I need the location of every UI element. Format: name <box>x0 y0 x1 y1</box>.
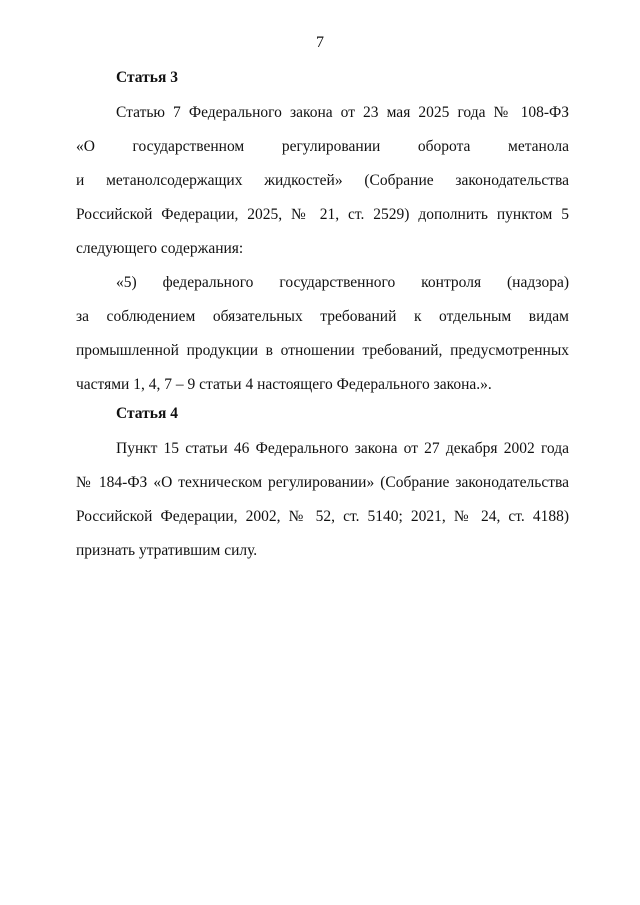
text-line: частями 1, 4, 7 – 9 статьи 4 настоящего Федерального закона.». <box>76 376 492 393</box>
article-3-paragraph-1 <box>76 102 569 272</box>
text-line: промышленной продукции в отношении требований, предусмотренных <box>76 342 569 359</box>
article-3-heading: Статья 3 <box>116 69 178 86</box>
page-number: 7 <box>316 34 324 51</box>
article-3-paragraph-2 <box>76 272 569 408</box>
text-line: следующего содержания: <box>76 240 244 257</box>
text-line: Российской Федерации, 2025, № 21, ст. 2529) дополнить пунктом 5 <box>76 206 569 223</box>
text-line: Пункт 15 статьи 46 Федерального закона от 27 декабря 2002 года <box>116 440 569 457</box>
text-line: за соблюдением обязательных требований к отдельным видам <box>76 308 569 325</box>
text-line: Российской Федерации, 2002, № 52, ст. 5140; 2021, № 24, ст. 4188) <box>76 508 569 525</box>
document-body <box>76 68 569 574</box>
article-4-paragraph-1 <box>76 438 569 574</box>
text-line: и метанолсодержащих жидкостей» (Собрание законодательства <box>76 172 569 189</box>
text-line: № 184-ФЗ «О техническом регулировании» (Собрание законодательства <box>76 474 569 491</box>
text-line: «О государственном регулировании оборота метанола <box>76 138 569 155</box>
text-line: признать утратившим силу. <box>76 542 258 559</box>
text-line: «5) федерального государственного контроля (надзора) <box>116 274 569 291</box>
text-line: Статью 7 Федерального закона от 23 мая 2025 года № 108-ФЗ <box>116 104 569 121</box>
article-4-heading: Статья 4 <box>116 405 178 422</box>
